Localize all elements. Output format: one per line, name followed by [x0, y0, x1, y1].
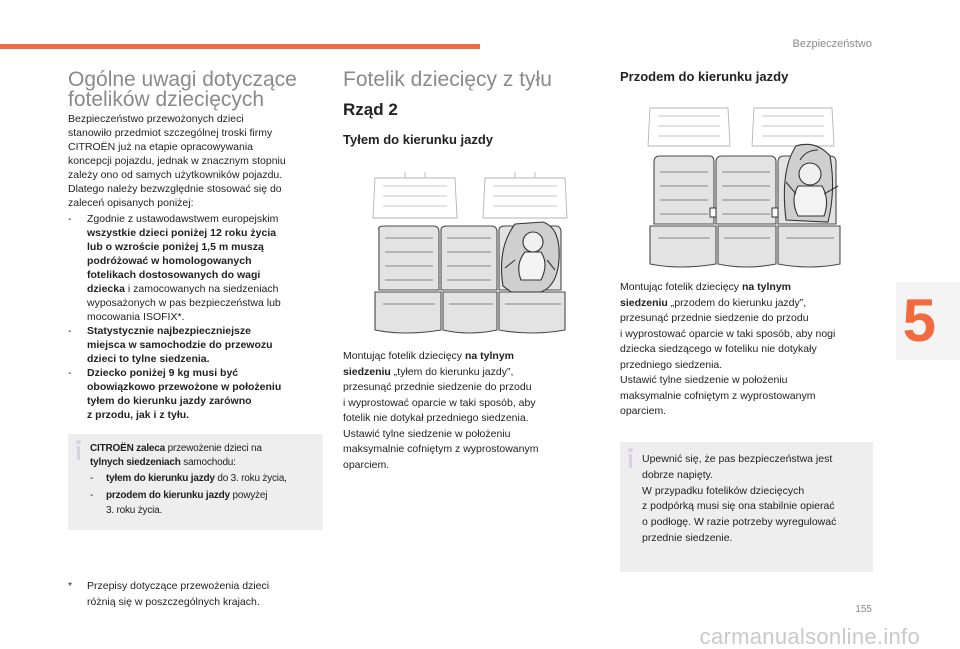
- text-span: przewożenie dzieci na: [165, 443, 262, 454]
- row-subtitle: Rząd 2: [343, 100, 398, 119]
- text-line: zależy ono od samych użytkowników pojazdu.: [68, 169, 283, 181]
- text-line: przesunąć przednie siedzenie do przodu: [620, 312, 809, 324]
- title-line: Ogólne uwagi dotyczące: [68, 68, 297, 91]
- text-line: Przepisy dotyczące przewożenia dzieci: [87, 580, 270, 592]
- text-line: Dlatego należy bezwzględnie stosować się do: [68, 183, 282, 195]
- text-line: maksymalnie cofniętym z wyprostowanym: [343, 443, 539, 455]
- note-info-icon: [629, 454, 632, 468]
- footnote-mark: *: [68, 580, 73, 592]
- bold-text: na tylnym: [464, 350, 514, 362]
- forward-facing-paragraph: [620, 280, 882, 420]
- text-line: o podłogę. W razie potrzeby wyregulować: [642, 516, 837, 529]
- bold-text: wszystkie dzieci poniżej 12 roku życia: [87, 227, 277, 239]
- intro-paragraph: [68, 112, 338, 210]
- bold-text: lub o wzroście poniżej 1,5 m muszą: [87, 241, 264, 253]
- text-span: samochodu:: [180, 456, 236, 468]
- bold-text: siedzeniu: [343, 365, 391, 378]
- bold-text: z przodu, jak i z tyłu.: [87, 409, 190, 421]
- text-span: „tyłem do kierunku jazdy”,: [390, 365, 514, 378]
- text-line: stanowiło przedmiot szczególnej troski firmy: [68, 127, 273, 139]
- text-line: przednie siedzenie.: [642, 531, 733, 544]
- text-line: Upewnić się, że pas bezpieczeństwa jest: [642, 453, 833, 465]
- text-line: z podpórką musi się ona stabilnie opierać: [642, 500, 835, 513]
- page-title: [68, 70, 338, 110]
- bold-text: podróżować w homologowanych: [87, 255, 252, 267]
- text-line: i wyprostować oparcie w taki sposób, aby: [343, 396, 536, 409]
- bold-text: tylnych siedzeniach: [90, 456, 181, 468]
- seats-rear-facing-illustration: [365, 168, 575, 338]
- bold-text: Statystycznie najbezpieczniejsze: [87, 325, 251, 337]
- text-span: Montując fotelik dziecięcy: [620, 281, 742, 293]
- list-item: [68, 324, 338, 366]
- list-item: [68, 212, 338, 324]
- section-name: Bezpieczeństwo: [792, 38, 872, 50]
- text-span: do 3. roku życia,: [214, 473, 287, 484]
- text-line: W przypadku fotelików dziecięcych: [642, 484, 805, 497]
- list-item: [68, 366, 338, 422]
- bold-text: dzieci to tylne siedzenia.: [87, 353, 210, 365]
- text-line: zaleceń opisanych poniżej:: [68, 197, 194, 209]
- bold-text: miejsca w samochodzie do przewozu: [87, 339, 273, 351]
- dash: -: [90, 473, 94, 484]
- note-info-icon: [77, 446, 80, 460]
- bold-text: przodem do kierunku jazdy: [106, 489, 230, 501]
- recommendation-note: [68, 434, 323, 530]
- note-text: [90, 442, 320, 518]
- forward-facing-heading: Przodem do kierunku jazdy: [620, 69, 789, 84]
- text-line: oparciem.: [620, 405, 667, 417]
- dash: -: [68, 213, 72, 225]
- seats-forward-facing-illustration: [630, 100, 850, 272]
- bold-text: fotelikach dostosowanych do wagi: [87, 269, 261, 281]
- text-line: przedniego siedzenia.: [620, 358, 723, 371]
- text-line: oparciem.: [343, 458, 390, 471]
- text-line: mocowania ISOFIX*.: [87, 311, 185, 323]
- text-line: Ustawić tylne siedzenie w położeniu: [343, 427, 511, 440]
- text-line: przesunąć przednie siedzenie do przodu: [343, 381, 532, 393]
- text-line: maksymalnie cofniętym z wyprostowanym: [620, 389, 816, 402]
- seatbelt-note: [620, 442, 873, 572]
- bold-text: siedzeniu: [620, 296, 668, 309]
- text-line: Ustawić tylne siedzenie w położeniu: [620, 374, 788, 386]
- text-line: Zgodnie z ustawodawstwem europejskim: [87, 213, 279, 225]
- rear-facing-heading: Tyłem do kierunku jazdy: [343, 132, 494, 147]
- watermark: carmanualsonline.info: [699, 624, 920, 649]
- accent-bar: [0, 44, 480, 49]
- bold-text: tyłem do kierunku jazdy zarówno: [87, 395, 252, 407]
- section-title: Fotelik dziecięcy z tyłu: [343, 68, 552, 91]
- text-span: Montując fotelik dziecięcy: [343, 350, 465, 362]
- text-span: i zamocowanych na siedzeniach: [124, 283, 279, 295]
- footnote: [68, 578, 328, 610]
- bold-text: obowiązkowo przewożone w położeniu: [87, 381, 282, 393]
- text-line: Bezpieczeństwo przewożonych dzieci: [68, 113, 244, 125]
- note-text: [642, 452, 872, 547]
- text-line: dobrze napięty.: [642, 468, 714, 481]
- bold-text: tyłem do kierunku jazdy: [106, 473, 215, 484]
- text-line: wyposażonych w pas bezpieczeństwa lub: [87, 297, 281, 309]
- text-line: i wyprostować oparcie w taki sposób, aby nogi: [620, 327, 836, 340]
- text-line: 3. roku życia.: [106, 505, 163, 516]
- text-span: „przodem do kierunku jazdy”,: [667, 296, 807, 309]
- text-line: dziecka siedzącego w foteliku nie dotykały: [620, 343, 817, 355]
- rear-facing-paragraph: [343, 349, 583, 473]
- rules-list: [68, 212, 338, 422]
- dash: -: [90, 489, 94, 501]
- text-line: różnią się w poszczególnych krajach.: [87, 596, 260, 608]
- bold-text: CITROËN zaleca: [90, 443, 166, 454]
- chapter-number: 5: [902, 287, 936, 354]
- title-line: fotelików dziecięcych: [68, 88, 265, 111]
- text-line: fotelik nie dotykał przedniego siedzenia.: [343, 412, 529, 424]
- dash: -: [68, 367, 72, 379]
- page-number: 155: [855, 604, 872, 615]
- dash: -: [68, 325, 72, 337]
- bold-text: Dziecko poniżej 9 kg musi być: [87, 367, 239, 379]
- text-line: koncepcji pojazdu, jednak w znacznym stopniu: [68, 155, 286, 167]
- bold-text: na tylnym: [741, 281, 791, 293]
- bold-text: dziecka: [87, 283, 125, 295]
- text-line: CITROËN już na etapie opracowywania: [68, 141, 254, 153]
- text-span: powyżej: [229, 489, 268, 501]
